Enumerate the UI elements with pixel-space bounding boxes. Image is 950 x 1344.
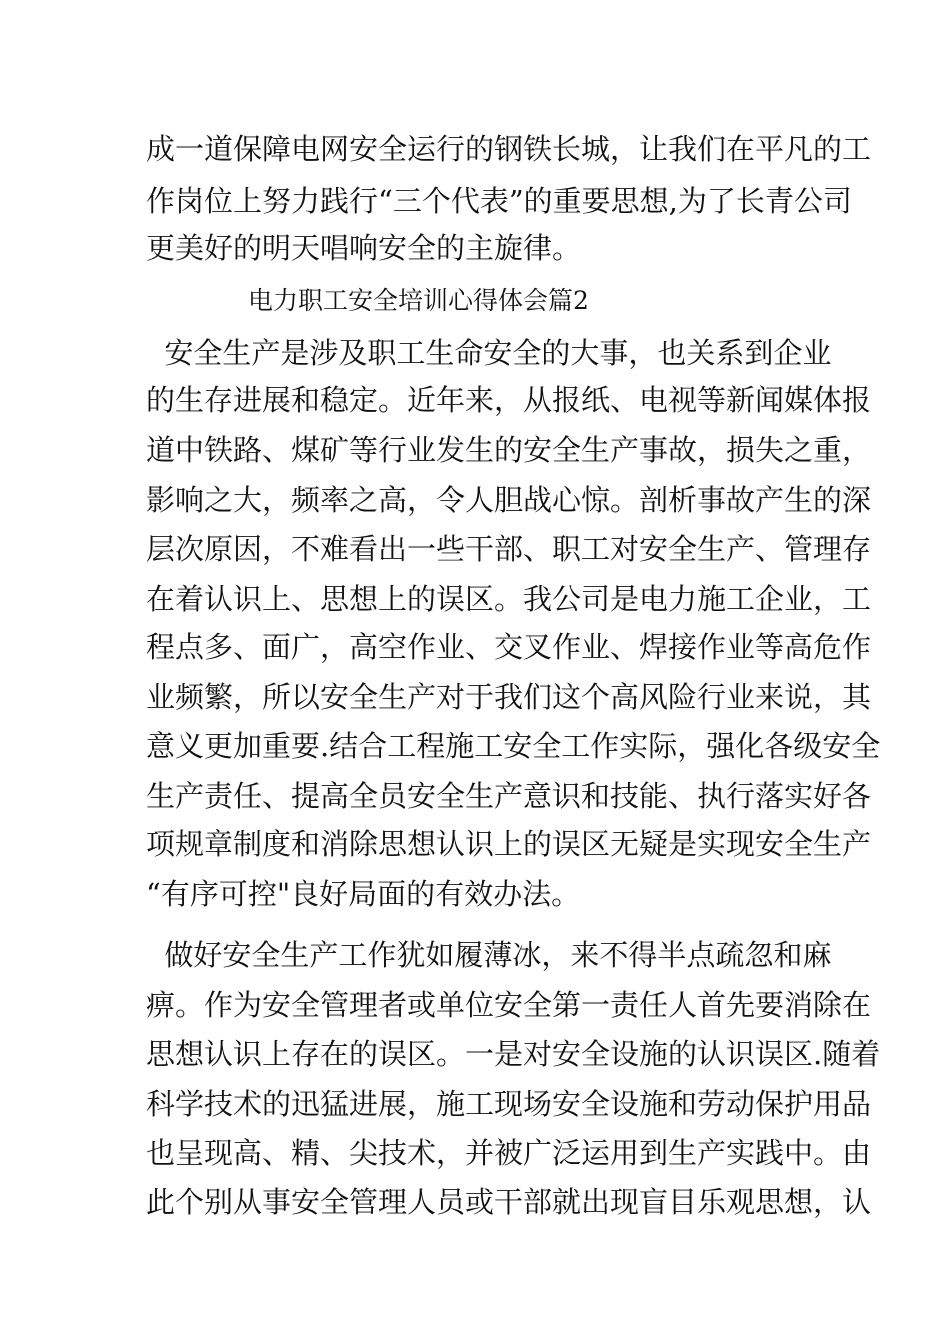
text-line: “有序可控"良好局面的有效办法。 bbox=[146, 877, 581, 911]
text-line: 层次原因，不难看出一些干部、职工对安全生产、管理存 bbox=[146, 532, 872, 566]
text-line: 生产责任、提高全员安全生产意识和技能、执行落实好各 bbox=[146, 779, 872, 813]
text-line: 道中铁路、煤矿等行业发生的安全生产事故，损失之重， bbox=[146, 433, 872, 467]
section-heading: 电力职工安全培训心得体会篇2 bbox=[248, 286, 589, 315]
text-line: 项规章制度和消除思想认识上的误区无疑是实现安全生产 bbox=[146, 827, 872, 861]
text-line: 在着认识上、思想上的误区。我公司是电力施工企业，工 bbox=[146, 582, 872, 616]
text-line: 更美好的明天唱响安全的主旋律。 bbox=[146, 231, 582, 265]
text-line: 做好安全生产工作犹如履薄冰，来不得半点疏忽和麻 bbox=[146, 938, 832, 972]
text-line: 安全生产是涉及职工生命安全的大事，也关系到企业 bbox=[146, 336, 832, 370]
text-line: 程点多、面广，高空作业、交叉作业、焊接作业等高危作 bbox=[146, 630, 872, 664]
text-line: 此个别从事安全管理人员或干部就出现盲目乐观思想，认 bbox=[146, 1185, 872, 1219]
text-line: 也呈现高、精、尖技术，并被广泛运用到生产实践中。由 bbox=[146, 1136, 872, 1170]
text-line: 科学技术的迅猛进展，施工现场安全设施和劳动保护用品 bbox=[146, 1087, 872, 1121]
text-line: 思想认识上存在的误区。一是对安全设施的认识误区.随着 bbox=[146, 1037, 881, 1071]
text-line: 意义更加重要.结合工程施工安全工作实际，强化各级安全 bbox=[146, 729, 881, 763]
text-line: 成一道保障电网安全运行的钢铁长城，让我们在平凡的工 bbox=[146, 132, 872, 166]
text-line: 影响之大，频率之高，令人胆战心惊。剖析事故产生的深 bbox=[146, 483, 872, 517]
text-line: 的生存进展和稳定。近年来，从报纸、电视等新闻媒体报 bbox=[146, 383, 872, 417]
text-line: 作岗位上努力践行“三个代表”的重要思想,为了长青公司 bbox=[146, 184, 852, 218]
text-line: 业频繁，所以安全生产对于我们这个高风险行业来说，其 bbox=[146, 680, 872, 714]
text-line: 痹。作为安全管理者或单位安全第一责任人首先要消除在 bbox=[146, 988, 872, 1022]
